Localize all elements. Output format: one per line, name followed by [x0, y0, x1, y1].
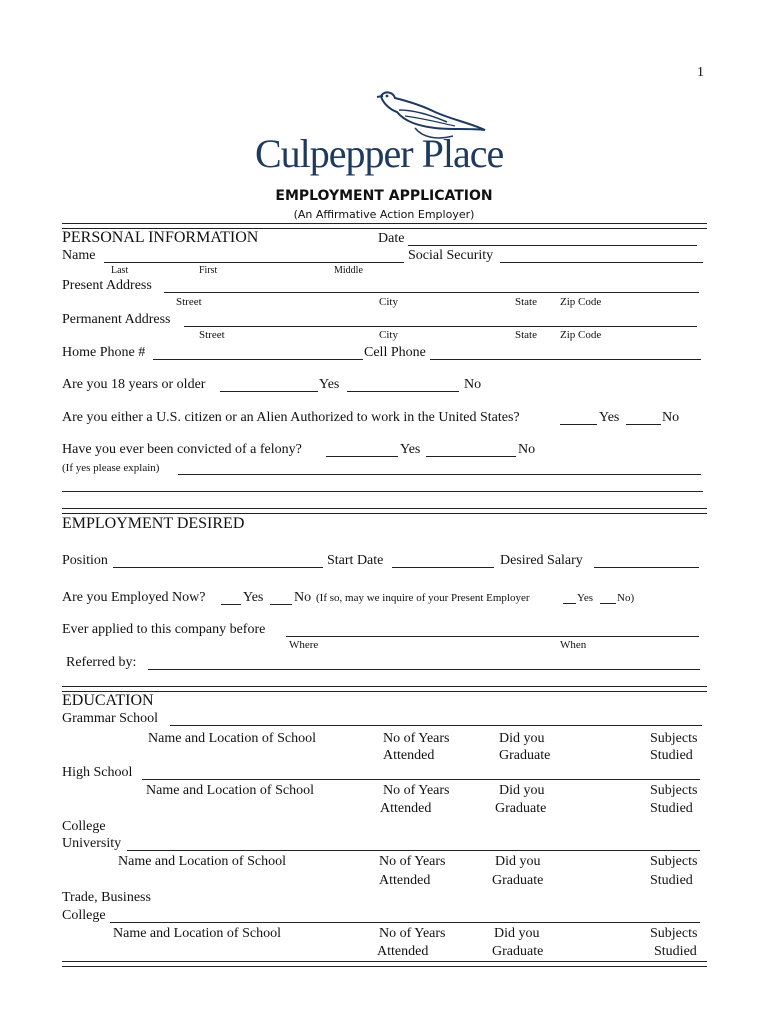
felony-yes-field[interactable]	[326, 456, 398, 457]
zip-caption: Zip Code	[560, 296, 602, 308]
ssn-field[interactable]	[500, 262, 703, 263]
inquire-yes-field[interactable]	[563, 603, 576, 604]
explain-label: (If yes please explain)	[62, 462, 160, 474]
col-grad-caption: Did you	[499, 731, 545, 746]
col-name-caption: Name and Location of School	[113, 926, 281, 941]
section-divider	[62, 508, 707, 514]
age-yes-label: Yes	[319, 377, 340, 392]
felony-yes-label: Yes	[400, 442, 421, 457]
logo	[255, 88, 515, 183]
city-caption: City	[379, 329, 398, 341]
section-heading-education: EDUCATION	[62, 692, 154, 709]
col-grad-caption-2: Graduate	[492, 944, 544, 959]
when-caption: When	[560, 639, 587, 651]
col-name-caption: Name and Location of School	[146, 783, 314, 798]
cell-phone-label: Cell Phone	[364, 345, 426, 360]
citizen-yes-field[interactable]	[560, 424, 597, 425]
name-field[interactable]	[104, 262, 404, 263]
trade-field[interactable]	[110, 922, 700, 923]
col-grad-caption-2: Graduate	[492, 873, 544, 888]
zip-caption: Zip Code	[560, 329, 602, 341]
street-caption: Street	[199, 329, 225, 341]
name-label: Name	[62, 248, 96, 263]
employed-no-text: No	[294, 590, 312, 605]
state-caption: State	[515, 296, 537, 308]
ssn-label: Social Security	[408, 248, 494, 263]
start-date-label: Start Date	[327, 553, 384, 568]
col-years-caption: No of Years	[383, 731, 450, 746]
col-grad-caption: Did you	[494, 926, 540, 941]
university-label: University	[62, 836, 122, 851]
applied-before-label: Ever applied to this company before	[62, 622, 266, 637]
page-title: EMPLOYMENT APPLICATION	[275, 188, 493, 204]
col-subj-caption-2: Studied	[650, 801, 693, 816]
col-grad-caption-2: Graduate	[495, 801, 547, 816]
position-label: Position	[62, 553, 108, 568]
col-years-caption: No of Years	[383, 783, 450, 798]
last-caption: Last	[111, 265, 129, 276]
citizen-no-field[interactable]	[626, 424, 661, 425]
citizen-no-label: No	[662, 410, 680, 425]
section-heading-employment: EMPLOYMENT DESIRED	[62, 515, 245, 532]
col-years-caption-2: Attended	[379, 873, 431, 888]
page-number: 1	[697, 65, 704, 80]
page-subtitle: (An Affirmative Action Employer)	[293, 208, 475, 221]
referred-by-field[interactable]	[148, 669, 700, 670]
employed-no-field[interactable]	[270, 604, 292, 605]
col-subj-caption: Subjects	[650, 926, 698, 941]
date-field[interactable]	[408, 245, 697, 246]
explain-field-line-2[interactable]	[62, 491, 703, 492]
where-caption: Where	[289, 639, 319, 651]
trade-label: Trade, Business	[62, 890, 151, 905]
state-caption: State	[515, 329, 537, 341]
college-label: College	[62, 819, 106, 834]
present-address-label: Present Address	[62, 278, 152, 293]
present-address-field[interactable]	[164, 292, 699, 293]
employed-now-question: Are you Employed Now?	[62, 590, 206, 605]
applied-before-field[interactable]	[286, 636, 699, 637]
cell-phone-field[interactable]	[430, 359, 701, 360]
inquire-text: (If so, may we inquire of your Present Employer	[316, 592, 530, 604]
citizen-yes-label: Yes	[599, 410, 620, 425]
col-subj-caption: Subjects	[650, 731, 698, 746]
home-phone-field[interactable]	[153, 359, 363, 360]
inquire-no-field[interactable]	[600, 603, 616, 604]
street-caption: Street	[176, 296, 202, 308]
high-school-label: High School	[62, 765, 133, 780]
permanent-address-label: Permanent Address	[62, 312, 171, 327]
section-heading-personal: PERSONAL INFORMATION	[62, 229, 259, 246]
desired-salary-field[interactable]	[594, 567, 699, 568]
col-years-caption: No of Years	[379, 926, 446, 941]
col-grad-caption: Did you	[499, 783, 545, 798]
col-years-caption-2: Attended	[383, 748, 435, 763]
employed-yes-field[interactable]	[221, 604, 241, 605]
col-name-caption: Name and Location of School	[148, 731, 316, 746]
felony-no-field[interactable]	[426, 456, 516, 457]
section-divider	[62, 961, 707, 967]
explain-field[interactable]	[178, 474, 701, 475]
age-no-label: No	[464, 377, 482, 392]
col-name-caption: Name and Location of School	[118, 854, 286, 869]
col-years-caption-2: Attended	[380, 801, 432, 816]
inquire-no-text: No)	[617, 592, 635, 604]
col-subj-caption-2: Studied	[650, 748, 693, 763]
col-years-caption-2: Attended	[377, 944, 429, 959]
inquire-yes-text: Yes	[577, 592, 594, 604]
age-question: Are you 18 years or older	[62, 377, 206, 392]
high-school-field[interactable]	[142, 779, 700, 780]
col-subj-caption: Subjects	[650, 854, 698, 869]
permanent-address-field[interactable]	[184, 326, 697, 327]
col-grad-caption: Did you	[495, 854, 541, 869]
date-label: Date	[378, 231, 405, 246]
col-subj-caption-2: Studied	[650, 873, 693, 888]
referred-by-label: Referred by:	[66, 655, 137, 670]
citizen-question: Are you either a U.S. citizen or an Alien Authorized to work in the United States?	[62, 410, 520, 425]
section-divider	[62, 686, 707, 692]
position-field[interactable]	[113, 567, 323, 568]
col-years-caption: No of Years	[379, 854, 446, 869]
middle-caption: Middle	[334, 265, 363, 276]
grammar-school-field[interactable]	[170, 725, 702, 726]
logo-text: Culpepper Place	[255, 131, 504, 176]
home-phone-label: Home Phone #	[62, 345, 146, 360]
trade-college-label: College	[62, 908, 106, 923]
first-caption: First	[199, 265, 218, 276]
col-subj-caption: Subjects	[650, 783, 698, 798]
col-grad-caption-2: Graduate	[499, 748, 551, 763]
employed-yes-text: Yes	[243, 590, 264, 605]
felony-no-label: No	[518, 442, 536, 457]
desired-salary-label: Desired Salary	[500, 553, 583, 568]
start-date-field[interactable]	[392, 567, 494, 568]
grammar-school-label: Grammar School	[62, 711, 159, 726]
felony-question: Have you ever been convicted of a felony?	[62, 442, 302, 457]
age-yes-field[interactable]	[220, 391, 318, 392]
age-no-field[interactable]	[347, 391, 459, 392]
college-field[interactable]	[127, 850, 700, 851]
city-caption: City	[379, 296, 398, 308]
col-subj-caption-2: Studied	[654, 944, 697, 959]
